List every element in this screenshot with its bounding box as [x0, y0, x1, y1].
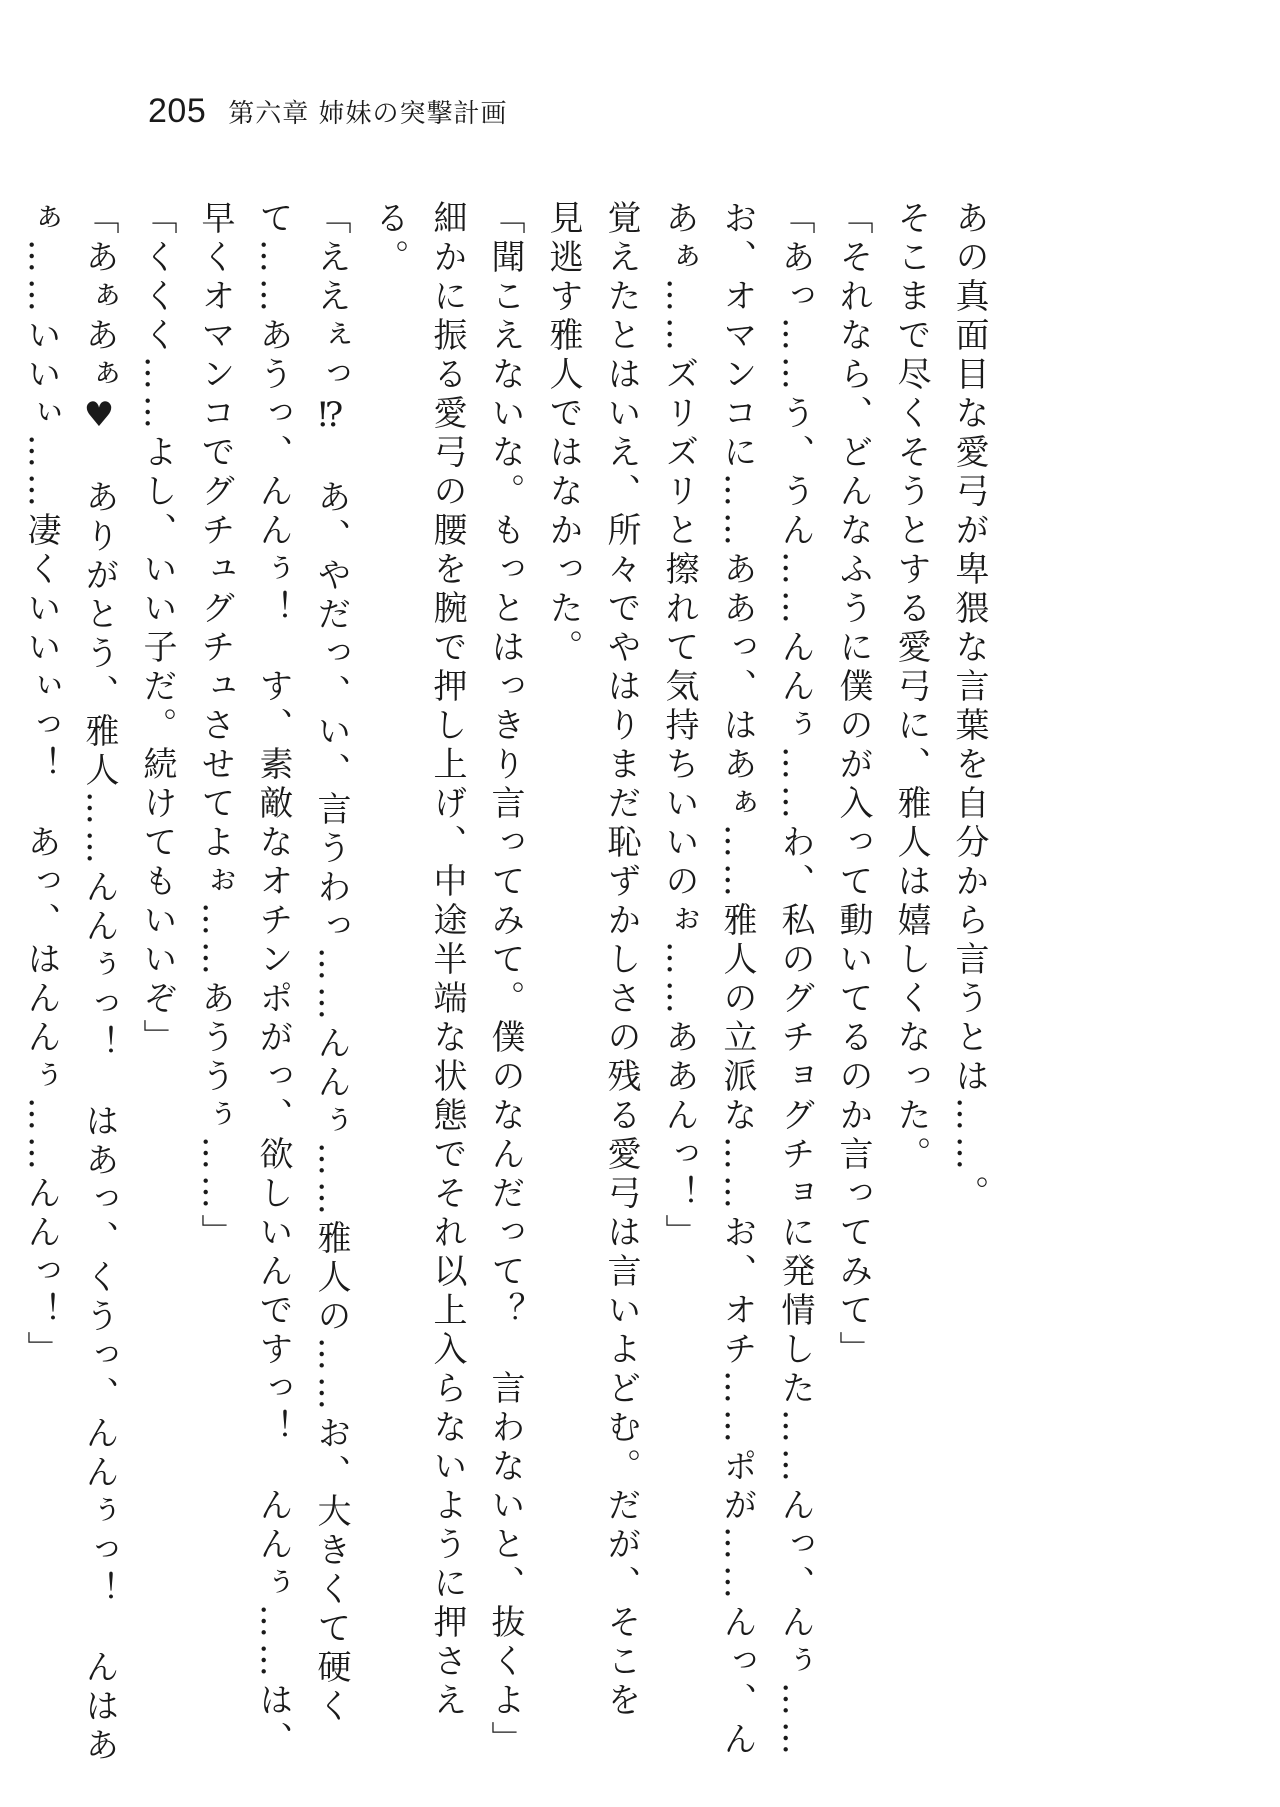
text-line: そこまで尽くそうとする愛弓に、雅人は嬉しくなった。 [891, 200, 931, 1175]
text-line: 覚えたとはいえ、所々でやはりまだ恥ずかしさの残る愛弓は言いよどむ。だが、そこを [601, 200, 641, 1721]
text-line: お、オマンコに……ああっ、はあぁ……雅人の立派な……お、オチ……ポが……んっ、ん [717, 200, 757, 1760]
text-line: あぁ……ズリズリと擦れて気持ちいいのぉ……ああんっ！」 [659, 200, 699, 1253]
page-number: 205 [148, 92, 207, 130]
text-line: て……あうっ、んんぅ！ す、素敵なオチンポがっ、欲しいんですっ！ んんぅ……は、 [253, 200, 293, 1760]
text-line: 「それなら、どんなふうに僕のが入って動いてるのか言ってみて」 [833, 200, 873, 1370]
text-line: 「くくく……よし、いい子だ。続けてもいいぞ」 [137, 200, 177, 1058]
text-line: 「あぁあぁ♥ ありがとう、雅人……んんぅっ！ はあっ、くうっ、んんぅっ！ んはあ [79, 200, 119, 1766]
text-line: 「あっ……う、うん……んんぅ……わ、私のグチョグチョに発情した……んっ、んぅ…… [775, 200, 815, 1760]
text-line: 細かに振る愛弓の腰を腕で押し上げ、中途半端な状態でそれ以上入らないように押さえ [427, 200, 467, 1721]
text-line: あの真面目な愛弓が卑猥な言葉を自分から言うとは……。 [949, 200, 989, 1214]
chapter-title: 第六章 姉妹の突撃計画 [228, 99, 508, 129]
text-line: る。 [369, 200, 409, 278]
text-line: 早くオマンコでグチュグチュさせてよぉ……あううぅ……」 [195, 200, 235, 1253]
text-line: 見逃す雅人ではなかった。 [543, 200, 583, 668]
text-line: ぁ……いいぃ……凄くいいぃっ！ あっ、はんんぅ……んんっ！」 [21, 200, 61, 1370]
text-line: 「聞こえないな。もっとはっきり言ってみて。僕のなんだって？ 言わないと、抜くよ」 [485, 200, 525, 1760]
running-header [148, 92, 508, 132]
vertical-body-text [21, 200, 998, 1766]
text-line: 「ええぇっ⁉ あ、やだっ、い、言うわっ……んんぅ……雅人の……お、大きくて硬く [311, 200, 351, 1727]
